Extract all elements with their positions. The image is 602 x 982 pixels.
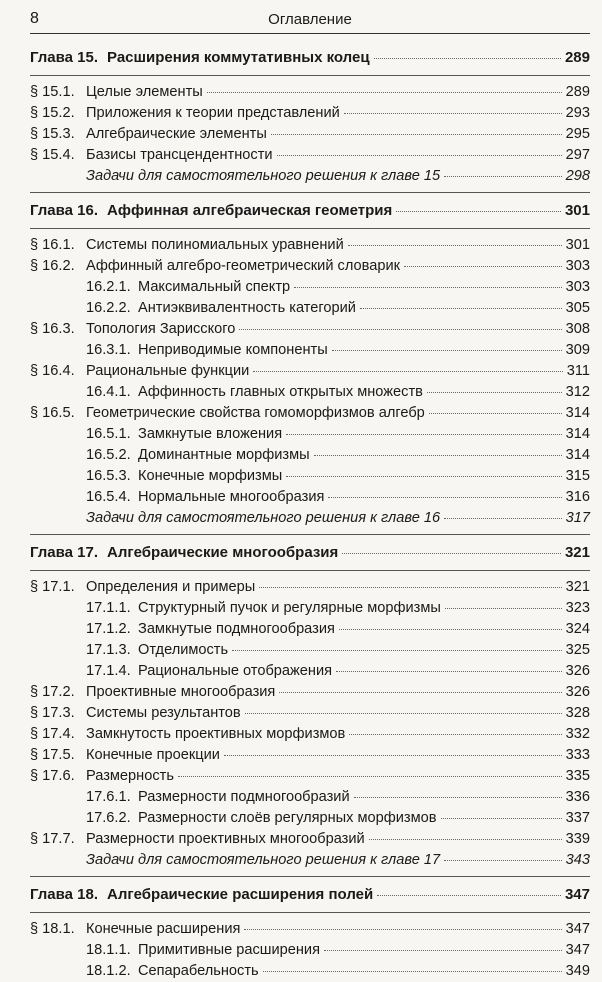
subsection-entry	[30, 961, 590, 982]
section-entry-number: § 17.4.	[30, 726, 75, 742]
chapter-entry-page: 321	[564, 544, 590, 561]
subsection-entry-number: 16.5.2.	[86, 447, 131, 463]
section-entry-number: § 16.1.	[30, 237, 75, 253]
dot-leader	[444, 518, 562, 519]
section-entry-title: Алгебраические элементы	[86, 126, 267, 142]
exercises-entry-title: Задачи для самостоятельного решения к главе 17	[86, 852, 441, 868]
subsection-entry	[30, 787, 590, 808]
dot-leader	[429, 413, 562, 414]
dot-leader	[374, 58, 561, 59]
subsection-entry	[30, 661, 590, 682]
table-of-contents	[30, 46, 590, 982]
dot-leader	[232, 650, 562, 651]
dot-leader	[336, 671, 562, 672]
section-entry-number: § 17.6.	[30, 768, 75, 784]
section-entry	[30, 766, 590, 787]
subsection-entry-number: 17.1.4.	[86, 663, 131, 679]
subsection-entry-title: Рациональные отображения	[138, 663, 333, 679]
subsection-entry	[30, 487, 590, 508]
dot-leader	[354, 797, 562, 798]
subsection-entry-page: 314	[565, 426, 590, 442]
subsection-entry-page: 315	[565, 468, 590, 484]
section-entry-title: Системы полиномиальных уравнений	[86, 237, 344, 253]
section-entry	[30, 577, 590, 598]
dot-leader	[445, 608, 562, 609]
section-entry-title: Размерности проективных многообразий	[86, 831, 365, 847]
section-entry-page: 333	[565, 747, 590, 763]
subsection-entry-title: Конечные морфизмы	[138, 468, 283, 484]
dot-leader	[324, 950, 562, 951]
section-entry-title: Целые элементы	[86, 84, 203, 100]
subsection-entry	[30, 277, 590, 298]
subsection-entry-page: 325	[565, 642, 590, 658]
subsection-entry	[30, 808, 590, 829]
dot-leader	[396, 211, 561, 212]
dot-leader	[444, 176, 562, 177]
subsection-entry-page: 305	[565, 300, 590, 316]
subsection-entry-page: 326	[565, 663, 590, 679]
dot-leader	[245, 713, 562, 714]
dot-leader	[178, 776, 562, 777]
subsection-entry-title: Размерности подмногообразий	[138, 789, 350, 805]
subsection-entry-title: Замкнутые вложения	[138, 426, 283, 442]
section-entry-number: § 17.2.	[30, 684, 75, 700]
section-entry-title: Приложения к теории представлений	[86, 105, 340, 121]
chapter-entry-number: Глава 17.	[30, 544, 99, 561]
subsection-entry	[30, 640, 590, 661]
dot-leader	[427, 392, 562, 393]
subsection-entry-number: 16.5.1.	[86, 426, 131, 442]
dot-leader	[286, 476, 561, 477]
section-entry-title: Замкнутость проективных морфизмов	[86, 726, 346, 742]
section-entry-page: 328	[565, 705, 590, 721]
section-entry-number: § 16.4.	[30, 363, 75, 379]
section-entry-page: 295	[565, 126, 590, 142]
section-entry	[30, 319, 590, 340]
section-entry-title: Конечные расширения	[86, 921, 241, 937]
dot-leader	[259, 587, 561, 588]
chapter-entry	[30, 541, 590, 565]
dot-leader	[344, 113, 562, 114]
subsection-entry-page: 336	[565, 789, 590, 805]
dot-leader	[441, 818, 562, 819]
subsection-entry-number: 17.1.1.	[86, 600, 131, 616]
section-entry	[30, 919, 590, 940]
section-entry-page: 321	[565, 579, 590, 595]
subsection-entry-page: 314	[565, 447, 590, 463]
section-entry	[30, 829, 590, 850]
subsection-entry	[30, 340, 590, 361]
chapter-divider	[30, 192, 590, 193]
subsection-entry	[30, 424, 590, 445]
subsection-entry-number: 16.2.1.	[86, 279, 131, 295]
chapter-entry	[30, 199, 590, 223]
dot-leader	[239, 329, 561, 330]
chapter-entry-title: Алгебраические расширения полей	[107, 886, 374, 903]
chapter-entry-page: 301	[564, 202, 590, 219]
dot-leader	[360, 308, 562, 309]
section-entry-number: § 17.3.	[30, 705, 75, 721]
chapter-entry-number: Глава 18.	[30, 886, 99, 903]
subsection-entry-page: 323	[565, 600, 590, 616]
exercises-entry	[30, 166, 590, 187]
dot-leader	[328, 497, 561, 498]
section-entry	[30, 745, 590, 766]
section-entry	[30, 724, 590, 745]
subsection-entry-page: 312	[565, 384, 590, 400]
section-entry	[30, 124, 590, 145]
subsection-entry-number: 17.6.1.	[86, 789, 131, 805]
section-entry-page: 293	[565, 105, 590, 121]
dot-leader	[339, 629, 562, 630]
section-entry-page: 303	[565, 258, 590, 274]
dot-leader	[279, 692, 561, 693]
section-entry-page: 332	[565, 726, 590, 742]
subsection-entry-number: 17.1.2.	[86, 621, 131, 637]
section-entry	[30, 103, 590, 124]
section-entry-number: § 15.2.	[30, 105, 75, 121]
dot-leader	[286, 434, 562, 435]
subsection-entry-number: 16.5.4.	[86, 489, 131, 505]
exercises-entry	[30, 850, 590, 871]
dot-leader	[349, 734, 561, 735]
running-title: Оглавление	[268, 11, 352, 28]
section-entry-page: 289	[565, 84, 590, 100]
chapter-entry-title: Расширения коммутативных колец	[107, 49, 370, 66]
section-entry-page: 314	[565, 405, 590, 421]
subsection-entry-title: Максимальный спектр	[138, 279, 291, 295]
subsection-entry-title: Доминантные морфизмы	[138, 447, 310, 463]
chapter-divider	[30, 75, 590, 76]
subsection-entry	[30, 940, 590, 961]
section-entry-page: 347	[565, 921, 590, 937]
section-entry	[30, 403, 590, 424]
section-entry-page: 297	[565, 147, 590, 163]
section-entry-title: Системы результантов	[86, 705, 241, 721]
subsection-entry-page: 316	[565, 489, 590, 505]
subsection-entry-title: Неприводимые компоненты	[138, 342, 328, 358]
subsection-entry-number: 16.3.1.	[86, 342, 131, 358]
section-entry-page: 339	[565, 831, 590, 847]
subsection-entry	[30, 466, 590, 487]
dot-leader	[294, 287, 562, 288]
subsection-entry-title: Отделимость	[138, 642, 229, 658]
subsection-entry-title: Антиэквивалентность категорий	[138, 300, 356, 316]
dot-leader	[369, 839, 562, 840]
chapter-divider	[30, 876, 590, 877]
section-entry-title: Аффинный алгебро-геометрический словарик	[86, 258, 400, 274]
subsection-entry-number: 16.2.2.	[86, 300, 131, 316]
section-entry-title: Конечные проекции	[86, 747, 220, 763]
section-entry-title: Топология Зарисского	[86, 321, 236, 337]
dot-leader	[404, 266, 562, 267]
subsection-entry-page: 347	[565, 942, 590, 958]
chapter-entry-number: Глава 15.	[30, 49, 99, 66]
subsection-entry-page: 324	[565, 621, 590, 637]
section-entry-number: § 15.4.	[30, 147, 75, 163]
section-entry-number: § 17.1.	[30, 579, 75, 595]
dot-leader	[377, 895, 561, 896]
exercises-entry	[30, 508, 590, 529]
exercises-entry-page: 343	[565, 852, 590, 868]
section-entry	[30, 361, 590, 382]
section-entry	[30, 256, 590, 277]
subsection-entry-number: 17.1.3.	[86, 642, 131, 658]
chapter-entry-title: Аффинная алгебраическая геометрия	[107, 202, 393, 219]
chapter-entry	[30, 46, 590, 70]
subsection-entry-page: 349	[565, 963, 590, 979]
subsection-entry-number: 16.5.3.	[86, 468, 131, 484]
dot-leader	[348, 245, 562, 246]
section-entry-title: Размерность	[86, 768, 174, 784]
subsection-entry	[30, 382, 590, 403]
subsection-entry-title: Сепарабельность	[138, 963, 259, 979]
chapter-divider	[30, 534, 590, 535]
subsection-entry-number: 18.1.1.	[86, 942, 131, 958]
dot-leader	[332, 350, 562, 351]
subsection-entry-title: Аффинность главных открытых множеств	[138, 384, 423, 400]
subsection-entry-title: Замкнутые подмногообразия	[138, 621, 335, 637]
section-entry-page: 311	[566, 363, 590, 379]
dot-leader	[263, 971, 562, 972]
chapter-entry	[30, 883, 590, 907]
chapter-entry-number: Глава 16.	[30, 202, 99, 219]
section-entry	[30, 703, 590, 724]
subsection-entry-title: Структурный пучок и регулярные морфизмы	[138, 600, 441, 616]
subsection-entry-page: 303	[565, 279, 590, 295]
page-header	[30, 10, 590, 30]
section-entry-title: Базисы трансцендентности	[86, 147, 273, 163]
exercises-entry-page: 298	[565, 168, 590, 184]
section-entry	[30, 235, 590, 256]
section-entry-number: § 17.5.	[30, 747, 75, 763]
subsection-entry-title: Примитивные расширения	[138, 942, 320, 958]
subsection-entry-page: 337	[565, 810, 590, 826]
dot-leader	[224, 755, 562, 756]
chapter-entry-page: 289	[564, 49, 590, 66]
chapter-entry-page: 347	[564, 886, 590, 903]
section-entry-page: 326	[565, 684, 590, 700]
dot-leader	[253, 371, 562, 372]
subsection-entry-number: 18.1.2.	[86, 963, 131, 979]
dot-leader	[271, 134, 562, 135]
section-entry	[30, 682, 590, 703]
section-entry-page: 301	[565, 237, 590, 253]
chapter-divider	[30, 912, 590, 913]
section-entry-number: § 16.3.	[30, 321, 75, 337]
section-entry-page: 335	[565, 768, 590, 784]
dot-leader	[277, 155, 562, 156]
section-entry-title: Проективные многообразия	[86, 684, 276, 700]
section-entry-number: § 18.1.	[30, 921, 75, 937]
header-rule	[30, 33, 590, 34]
dot-leader	[207, 92, 562, 93]
subsection-entry-title: Размерности слоёв регулярных морфизмов	[138, 810, 437, 826]
section-entry-title: Рациональные функции	[86, 363, 250, 379]
exercises-entry-title: Задачи для самостоятельного решения к главе 16	[86, 510, 441, 526]
subsection-entry-number: 17.6.2.	[86, 810, 131, 826]
subsection-entry-title: Нормальные многообразия	[138, 489, 325, 505]
subsection-entry-number: 16.4.1.	[86, 384, 131, 400]
subsection-entry	[30, 598, 590, 619]
section-entry-number: § 15.3.	[30, 126, 75, 142]
subsection-entry	[30, 298, 590, 319]
dot-leader	[342, 553, 561, 554]
dot-leader	[314, 455, 562, 456]
subsection-entry	[30, 445, 590, 466]
section-entry-title: Геометрические свойства гомоморфизмов алгебр	[86, 405, 425, 421]
section-entry	[30, 82, 590, 103]
chapter-divider	[30, 570, 590, 571]
chapter-divider	[30, 228, 590, 229]
section-entry-page: 308	[565, 321, 590, 337]
section-entry-number: § 17.7.	[30, 831, 75, 847]
dot-leader	[244, 929, 561, 930]
section-entry-number: § 15.1.	[30, 84, 75, 100]
section-entry	[30, 145, 590, 166]
subsection-entry-page: 309	[565, 342, 590, 358]
chapter-entry-title: Алгебраические многообразия	[107, 544, 339, 561]
section-entry-title: Определения и примеры	[86, 579, 256, 595]
subsection-entry	[30, 619, 590, 640]
exercises-entry-title: Задачи для самостоятельного решения к главе 15	[86, 168, 441, 184]
section-entry-number: § 16.2.	[30, 258, 75, 274]
page-number: 8	[30, 10, 39, 27]
dot-leader	[444, 860, 562, 861]
section-entry-number: § 16.5.	[30, 405, 75, 421]
exercises-entry-page: 317	[565, 510, 590, 526]
